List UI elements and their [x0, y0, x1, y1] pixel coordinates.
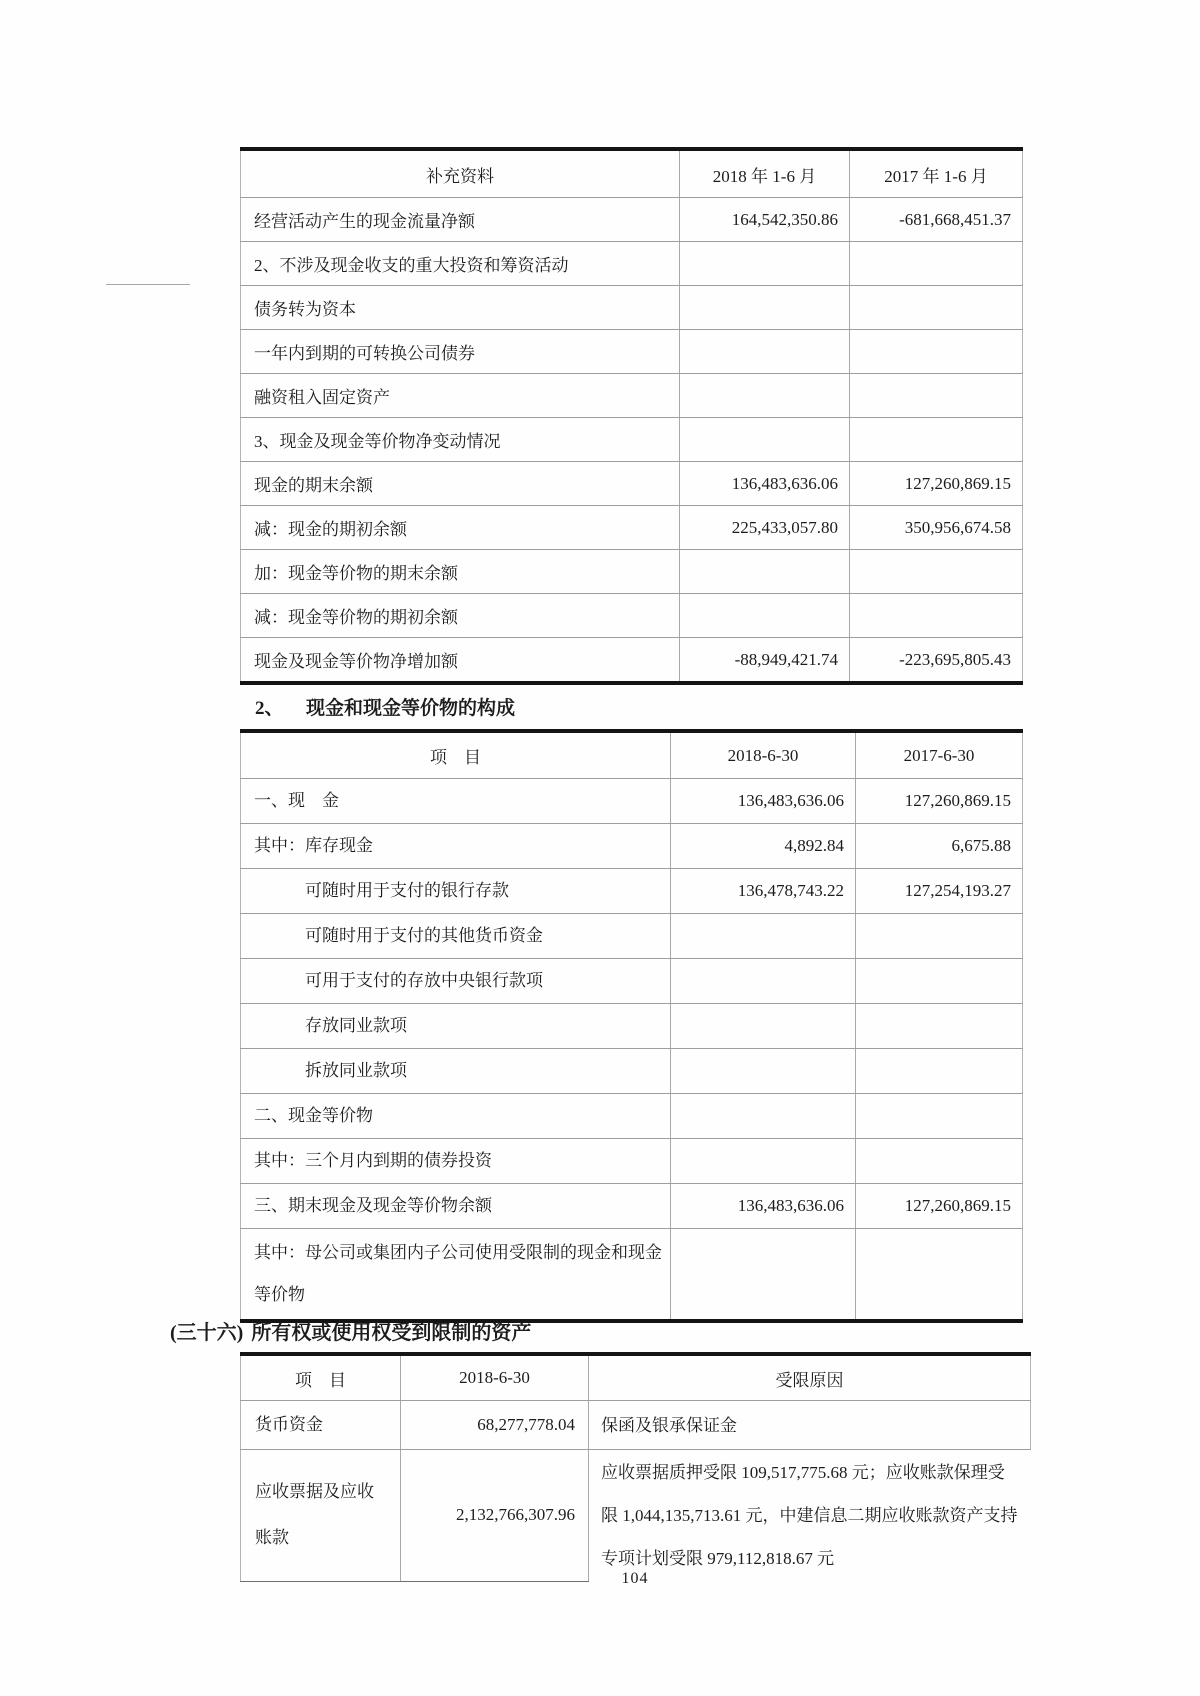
cell-value: 136,483,636.06 [671, 779, 856, 824]
table-row [241, 1004, 1023, 1049]
section-number: (三十六) [170, 1322, 244, 1344]
cell-value: 164,542,350.86 [680, 198, 850, 242]
cell-value [671, 1229, 856, 1322]
row-label: 存放同业款项 [241, 1004, 671, 1049]
cell-value [680, 242, 850, 286]
table-row [241, 1049, 1023, 1094]
cell-value [856, 1229, 1023, 1322]
column-header-restriction-reason: 受限原因 [589, 1354, 1031, 1401]
table-row [241, 824, 1023, 869]
table-header-row [241, 1354, 1031, 1401]
cell-value: 136,483,636.06 [680, 462, 850, 506]
table-header-row [241, 149, 1023, 198]
table-row [241, 1184, 1023, 1229]
row-label: 拆放同业款项 [241, 1049, 671, 1094]
cell-value [850, 242, 1023, 286]
section-title: 所有权或使用权受到限制的资产 [251, 1322, 532, 1344]
section-title: 现金和现金等价物的构成 [306, 698, 516, 719]
table-row [241, 779, 1023, 824]
row-label: 经营活动产生的现金流量净额 [241, 198, 680, 242]
cell-value [671, 1139, 856, 1184]
section-heading-restricted-assets [170, 1316, 531, 1345]
cell-value [680, 594, 850, 638]
restricted-assets-table [240, 1352, 1031, 1582]
page-number: 104 [621, 1570, 649, 1587]
table-row [241, 1139, 1023, 1184]
cell-value: 127,260,869.15 [856, 1184, 1023, 1229]
table-header-row [241, 731, 1023, 779]
column-header-2018-6-30: 2018-6-30 [671, 731, 856, 779]
cell-value [671, 1094, 856, 1139]
cell-value: 2,132,766,307.96 [401, 1450, 589, 1582]
row-label: 应收票据及应收账款 [241, 1450, 401, 1582]
row-label: 一、现 金 [241, 779, 671, 824]
cell-value [680, 374, 850, 418]
column-header-item: 项 目 [241, 731, 671, 779]
section-heading-cash-composition [255, 693, 515, 720]
row-label: 二、现金等价物 [241, 1094, 671, 1139]
column-header-supplementary-info: 补充资料 [241, 149, 680, 198]
row-label: 货币资金 [241, 1401, 401, 1450]
table-row [241, 1450, 1031, 1582]
cell-value [856, 914, 1023, 959]
cash-composition-table [240, 729, 1023, 1323]
row-label: 减：现金等价物的期初余额 [241, 594, 680, 638]
cell-value [856, 959, 1023, 1004]
row-label: 三、期末现金及现金等价物余额 [241, 1184, 671, 1229]
table-body [241, 1401, 1031, 1582]
table-row [241, 418, 1023, 462]
table-body [241, 198, 1023, 684]
row-label: 其中：三个月内到期的债券投资 [241, 1139, 671, 1184]
table-row [241, 198, 1023, 242]
cell-value: 127,254,193.27 [856, 869, 1023, 914]
cell-value [856, 1139, 1023, 1184]
cell-value: -681,668,451.37 [850, 198, 1023, 242]
cell-value [850, 286, 1023, 330]
row-label: 可随时用于支付的银行存款 [241, 869, 671, 914]
cell-value [680, 330, 850, 374]
row-label: 债务转为资本 [241, 286, 680, 330]
row-label: 加：现金等价物的期末余额 [241, 550, 680, 594]
cell-value [850, 374, 1023, 418]
row-label: 可随时用于支付的其他货币资金 [241, 914, 671, 959]
table-row [241, 869, 1023, 914]
row-label: 融资租入固定资产 [241, 374, 680, 418]
cell-value [680, 286, 850, 330]
cell-value [671, 1049, 856, 1094]
cell-value: 136,478,743.22 [671, 869, 856, 914]
row-label: 3、现金及现金等价物净变动情况 [241, 418, 680, 462]
row-label: 可用于支付的存放中央银行款项 [241, 959, 671, 1004]
row-label: 其中：库存现金 [241, 824, 671, 869]
cell-value: 应收票据质押受限 109,517,775.68 元；应收账款保理受限 1,044,135,713.61 元，中建信息二期应收账款资产支持专项计划受限 979,112,818.67 元 [601, 1463, 1018, 1568]
column-header-2018-h1: 2018 年 1-6 月 [680, 149, 850, 198]
cell-value: 68,277,778.04 [401, 1401, 589, 1450]
row-label: 一年内到期的可转换公司债券 [241, 330, 680, 374]
cell-value: -223,695,805.43 [850, 638, 1023, 684]
cell-value: -88,949,421.74 [680, 638, 850, 684]
cell-value [680, 418, 850, 462]
cell-value [850, 330, 1023, 374]
column-header-2017-6-30: 2017-6-30 [856, 731, 1023, 779]
cell-value [856, 1049, 1023, 1094]
cell-value [856, 1004, 1023, 1049]
table-row [241, 914, 1023, 959]
left-margin-rule [106, 284, 190, 285]
table-row [241, 594, 1023, 638]
table-row [241, 286, 1023, 330]
supplementary-cash-flow-table [240, 147, 1023, 685]
table-row [241, 1401, 1031, 1450]
column-header-2017-h1: 2017 年 1-6 月 [850, 149, 1023, 198]
cell-value [850, 418, 1023, 462]
cell-value: 136,483,636.06 [671, 1184, 856, 1229]
table-row [241, 330, 1023, 374]
table-row [241, 638, 1023, 684]
cell-value: 6,675.88 [856, 824, 1023, 869]
cell-value [671, 1004, 856, 1049]
cell-value: 350,956,674.58 [850, 506, 1023, 550]
row-label: 减：现金的期初余额 [241, 506, 680, 550]
table-row [241, 959, 1023, 1004]
cell-value: 127,260,869.15 [850, 462, 1023, 506]
column-header-2018-6-30: 2018-6-30 [401, 1354, 589, 1401]
column-header-item: 项 目 [241, 1354, 401, 1401]
cell-value: 127,260,869.15 [856, 779, 1023, 824]
table-body [241, 779, 1023, 1322]
section-number: 2、 [255, 698, 284, 719]
cell-value [856, 1094, 1023, 1139]
cell-value: 4,892.84 [671, 824, 856, 869]
table-row [241, 242, 1023, 286]
cell-value [671, 914, 856, 959]
cell-value [850, 594, 1023, 638]
table-row [241, 1229, 1023, 1322]
table-row [241, 462, 1023, 506]
table-row [241, 550, 1023, 594]
table-row [241, 374, 1023, 418]
table-row [241, 1094, 1023, 1139]
cell-value [680, 550, 850, 594]
cell-value [850, 550, 1023, 594]
row-label: 2、不涉及现金收支的重大投资和筹资活动 [241, 242, 680, 286]
row-label: 现金及现金等价物净增加额 [241, 638, 680, 684]
cell-value: 保函及银承保证金 [589, 1401, 1031, 1450]
cell-value: 225,433,057.80 [680, 506, 850, 550]
row-label: 现金的期末余额 [241, 462, 680, 506]
table-row [241, 506, 1023, 550]
cell-value [671, 959, 856, 1004]
row-label: 其中：母公司或集团内子公司使用受限制的现金和现金等价物 [241, 1229, 671, 1322]
